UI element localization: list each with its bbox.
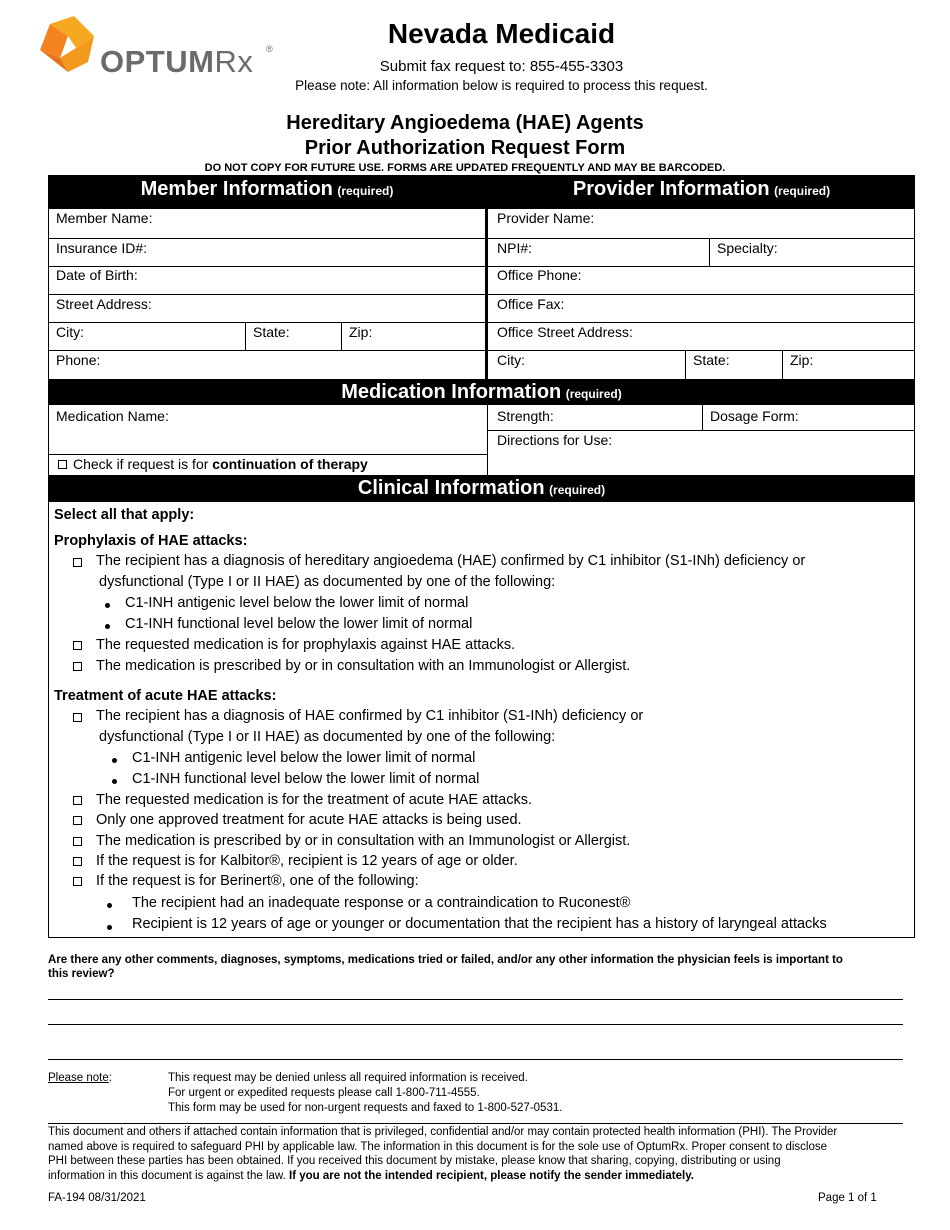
date-of-birth-field[interactable]: Date of Birth: bbox=[56, 267, 138, 283]
provider-zip-field[interactable]: Zip: bbox=[790, 352, 814, 368]
cell-divider bbox=[341, 322, 342, 350]
logo-registered: ® bbox=[266, 44, 273, 54]
member-name-field[interactable]: Member Name: bbox=[56, 210, 153, 226]
row-divider bbox=[48, 294, 915, 295]
continuation-label: Check if request is for continuation of therapy bbox=[73, 456, 368, 472]
t4-checkbox[interactable] bbox=[73, 837, 82, 846]
please-note-line-1: This request may be denied unless all required information is received. bbox=[168, 1072, 528, 1084]
bullet bbox=[112, 758, 117, 763]
fax-instruction: Submit fax request to: 855-455-3303 bbox=[379, 58, 624, 75]
directions-field[interactable]: Directions for Use: bbox=[497, 432, 613, 448]
cell-divider bbox=[702, 405, 703, 430]
treatment-heading: Treatment of acute HAE attacks: bbox=[54, 688, 277, 704]
street-address-field[interactable]: Street Address: bbox=[56, 296, 152, 312]
do-not-copy-warning: DO NOT COPY FOR FUTURE USE. FORMS ARE UPDATED FREQUENTLY AND MAY BE BARCODED. bbox=[204, 162, 726, 174]
t3-text: Only one approved treatment for acute HAE attacks is being used. bbox=[96, 812, 522, 828]
member-state-field[interactable]: State: bbox=[253, 324, 290, 340]
p1-checkbox[interactable] bbox=[73, 558, 82, 567]
page-title: Nevada Medicaid bbox=[387, 18, 616, 49]
provider-info-heading: Provider Information (required) bbox=[572, 178, 831, 200]
medication-info-header: Medication Information (required) bbox=[48, 379, 915, 405]
bullet bbox=[112, 779, 117, 784]
p1-text: The recipient has a diagnosis of hereditary angioedema (HAE) confirmed by C1 inhibitor (S1-INh) deficiency or bbox=[96, 553, 806, 569]
p2-checkbox[interactable] bbox=[73, 641, 82, 650]
comment-line-2[interactable] bbox=[48, 1024, 903, 1025]
continuation-checkbox[interactable] bbox=[58, 460, 67, 469]
row-divider bbox=[48, 454, 487, 455]
row-divider bbox=[48, 238, 915, 239]
provider-name-field[interactable]: Provider Name: bbox=[497, 210, 595, 226]
form-title-line-2: Prior Authorization Request Form bbox=[304, 137, 626, 159]
t1-checkbox[interactable] bbox=[73, 713, 82, 722]
confidentiality-notice: This document and others if attached contain information that is privileged, confidential and/or may contain protected health information (PHI). The Provider named above is required to safeguard PHI by applicable law. The information in this document is for the sole use of OptumRx. Proper consent to disclose PHI between these parties has been obtained. If you received this document by mistake, please know that sharing, copying, distributing or using information in this document is against the law. If you are not the intended recipient, please notify the sender immediately. bbox=[48, 1126, 838, 1182]
office-fax-field[interactable]: Office Fax: bbox=[497, 296, 565, 312]
row-divider bbox=[48, 322, 915, 323]
cell-divider bbox=[709, 238, 710, 266]
p3-text: The medication is prescribed by or in consultation with an Immunologist or Allergist. bbox=[96, 658, 631, 674]
strength-field[interactable]: Strength: bbox=[497, 408, 554, 424]
provider-state-field[interactable]: State: bbox=[693, 352, 730, 368]
comments-question: Are there any other comments, diagnoses, symptoms, medications tried or failed, and/or any other information the physician feels is important to this review? bbox=[48, 954, 843, 980]
t1-text: The recipient has a diagnosis of HAE confirmed by C1 inhibitor (S1-INh) deficiency or bbox=[96, 708, 644, 724]
please-note-line-3: This form may be used for non-urgent requests and faxed to 1-800-527-0531. bbox=[168, 1102, 563, 1114]
confidentiality-divider bbox=[48, 1123, 903, 1124]
t1-bullet-1: C1-INH antigenic level below the lower limit of normal bbox=[132, 750, 476, 766]
select-all-heading: Select all that apply: bbox=[54, 507, 195, 523]
row-divider bbox=[48, 350, 915, 351]
row-divider bbox=[487, 430, 915, 431]
member-info-heading: Member Information (required) bbox=[140, 178, 394, 200]
dosage-form-field[interactable]: Dosage Form: bbox=[710, 408, 799, 424]
please-note-label: Please note: bbox=[48, 1072, 112, 1084]
t6-checkbox[interactable] bbox=[73, 877, 82, 886]
t1-text-cont: dysfunctional (Type I or II HAE) as documented by one of the following: bbox=[99, 729, 556, 745]
t5-checkbox[interactable] bbox=[73, 857, 82, 866]
medication-name-field[interactable]: Medication Name: bbox=[56, 408, 169, 424]
clinical-info-header: Clinical Information (required) bbox=[48, 475, 915, 502]
prophylaxis-heading: Prophylaxis of HAE attacks: bbox=[54, 533, 248, 549]
t4-text: The medication is prescribed by or in consultation with an Immunologist or Allergist. bbox=[96, 833, 631, 849]
bullet bbox=[107, 925, 112, 930]
cell-divider bbox=[782, 350, 783, 379]
member-phone-field[interactable]: Phone: bbox=[56, 352, 101, 368]
insurance-id-field[interactable]: Insurance ID#: bbox=[56, 240, 148, 256]
center-divider bbox=[487, 405, 488, 475]
t6-bullet-2: Recipient is 12 years of age or younger or documentation that the recipient has a history of laryngeal attacks bbox=[132, 916, 827, 932]
provider-city-field[interactable]: City: bbox=[497, 352, 525, 368]
t3-checkbox[interactable] bbox=[73, 816, 82, 825]
page-number: Page 1 of 1 bbox=[818, 1192, 877, 1204]
form-title-line-1: Hereditary Angioedema (HAE) Agents bbox=[286, 112, 644, 134]
form-id: FA-194 08/31/2021 bbox=[48, 1192, 146, 1204]
p1-text-cont: dysfunctional (Type I or II HAE) as documented by one of the following: bbox=[99, 574, 556, 590]
required-note: Please note: All information below is required to process this request. bbox=[295, 78, 708, 93]
p2-text: The requested medication is for prophylaxis against HAE attacks. bbox=[96, 637, 516, 653]
member-zip-field[interactable]: Zip: bbox=[349, 324, 373, 340]
member-city-field[interactable]: City: bbox=[56, 324, 84, 340]
office-phone-field[interactable]: Office Phone: bbox=[497, 267, 582, 283]
npi-field[interactable]: NPI#: bbox=[497, 240, 533, 256]
comment-line-3[interactable] bbox=[48, 1059, 903, 1060]
p1-bullet-1: C1-INH antigenic level below the lower limit of normal bbox=[125, 595, 469, 611]
t5-text: If the request is for Kalbitor®, recipient is 12 years of age or older. bbox=[96, 853, 518, 869]
t2-checkbox[interactable] bbox=[73, 796, 82, 805]
t1-bullet-2: C1-INH functional level below the lower limit of normal bbox=[132, 771, 480, 787]
p3-checkbox[interactable] bbox=[73, 662, 82, 671]
please-note-line-2: For urgent or expedited requests please call 1-800-711-4555. bbox=[168, 1087, 480, 1099]
cell-divider bbox=[245, 322, 246, 350]
bullet bbox=[107, 903, 112, 908]
t2-text: The requested medication is for the treatment of acute HAE attacks. bbox=[96, 792, 533, 808]
bullet bbox=[105, 603, 110, 608]
logo-wordmark: OPTUMRx bbox=[100, 44, 254, 79]
t6-bullet-1: The recipient had an inadequate response or a contraindication to Ruconest® bbox=[132, 895, 631, 911]
bullet bbox=[105, 624, 110, 629]
row-divider bbox=[48, 266, 915, 267]
cell-divider bbox=[685, 350, 686, 379]
t6-text: If the request is for Berinert®, one of the following: bbox=[96, 873, 419, 889]
p1-bullet-2: C1-INH functional level below the lower limit of normal bbox=[125, 616, 473, 632]
comment-line-1[interactable] bbox=[48, 999, 903, 1000]
specialty-field[interactable]: Specialty: bbox=[717, 240, 778, 256]
office-street-field[interactable]: Office Street Address: bbox=[497, 324, 633, 340]
